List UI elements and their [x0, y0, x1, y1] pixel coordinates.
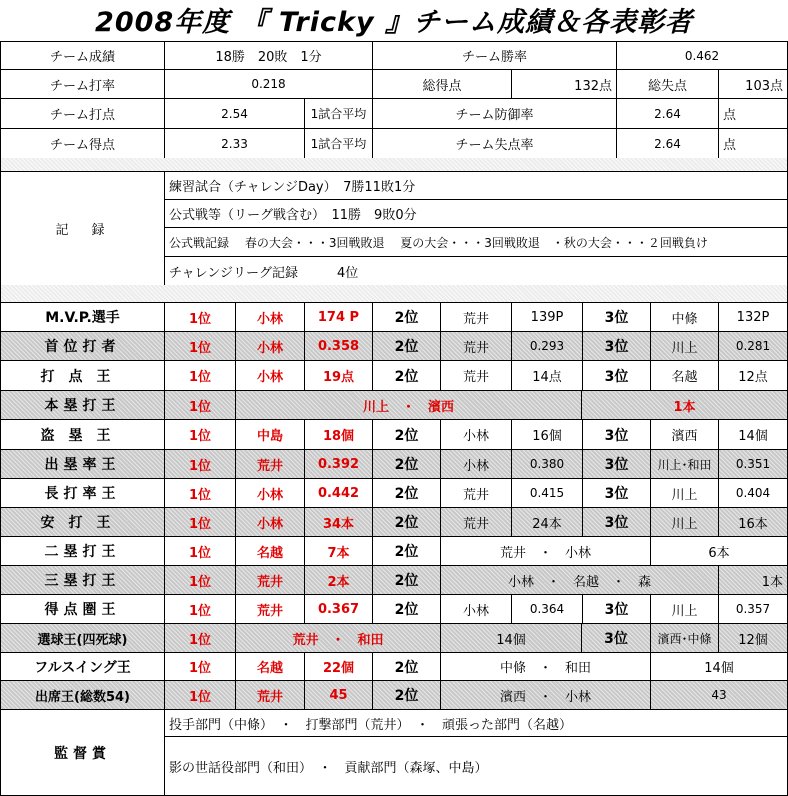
team-batting-avg-label: チーム打率 [0, 69, 165, 99]
second-value: 14点 [511, 360, 583, 391]
third-name: 川上･和田 [650, 449, 719, 479]
manager-award-label: 監督賞 [0, 709, 165, 796]
second-name: 荒井 [440, 331, 512, 361]
award-label-rbi: 打点王 [0, 360, 165, 391]
third-value: 0.404 [718, 478, 788, 508]
rank-2nd: 2位 [372, 507, 441, 537]
spacer [0, 158, 788, 172]
third-value: 0.281 [718, 331, 788, 361]
third-name: 濱西･中條 [650, 623, 719, 653]
team-total-allowed-label: 総失点 [616, 69, 719, 99]
rank-1st: 1位 [164, 360, 236, 391]
award-label-mvp: M.V.P.選手 [0, 302, 165, 332]
team-record-value: 18勝 20敗 1分 [164, 41, 373, 70]
rank-1st: 1位 [164, 623, 236, 653]
rank-1st: 1位 [164, 652, 236, 681]
second-value: 43 [650, 680, 788, 710]
winner-value: 0.367 [304, 594, 373, 624]
third-name: 川上 [650, 478, 719, 508]
third-value: 16本 [718, 507, 788, 537]
team-rbi-note: 1試合平均 [304, 98, 373, 129]
rank-1st: 1位 [164, 302, 236, 332]
second-value: 0.415 [511, 478, 583, 508]
winner-name: 荒井 [235, 565, 305, 595]
winner-name: 中島 [235, 419, 305, 450]
winner-name: 小林 [235, 302, 305, 332]
rank-2nd: 2位 [372, 680, 441, 710]
rank-3rd: 3位 [582, 331, 651, 361]
third-value: 0.357 [718, 594, 788, 624]
rank-3rd: 3位 [582, 478, 651, 508]
team-rbi-value: 2.54 [164, 98, 305, 129]
winner-names: 荒井 ・ 和田 [235, 623, 441, 653]
rank-2nd: 2位 [372, 360, 441, 391]
records-line: 公式戦記録 春の大会・・・3回戦敗退 夏の大会・・・3回戦敗退 ・秋の大会・・・２回戦負け [164, 227, 788, 257]
third-value: 0.351 [718, 449, 788, 479]
winner-name: 名越 [235, 536, 305, 566]
third-name: 川上 [650, 507, 719, 537]
third-name: 濱西 [650, 419, 719, 450]
winner-value: 45 [304, 680, 373, 710]
rank-2nd: 2位 [372, 594, 441, 624]
rank-2nd: 2位 [372, 302, 441, 332]
winner-value: 0.358 [304, 331, 373, 361]
third-value: 12個 [718, 623, 788, 653]
rank-1st: 1位 [164, 478, 236, 508]
records-line: 公式戦等（リーグ戦含む） 11勝 9敗0分 [164, 199, 788, 228]
team-era-label: チーム防御率 [372, 98, 617, 129]
rank-2nd: 2位 [372, 565, 441, 595]
second-value: 139P [511, 302, 583, 332]
rank-1st: 1位 [164, 565, 236, 595]
second-name: 荒井 [440, 302, 512, 332]
second-name: 荒井 [440, 507, 512, 537]
second-names: 中條 ・ 和田 [440, 652, 651, 681]
records-line: チャレンジリーグ記録 4位 [164, 256, 788, 286]
team-record-label: チーム成績 [0, 41, 165, 70]
page-title: 2008年度 『 Tricky 』チーム成績＆各表彰者 [95, 6, 693, 38]
rank-2nd: 2位 [372, 331, 441, 361]
third-name: 川上 [650, 594, 719, 624]
second-name: 荒井 [440, 478, 512, 508]
second-value: 0.293 [511, 331, 583, 361]
winner-name: 荒井 [235, 594, 305, 624]
winner-value: 22個 [304, 652, 373, 681]
winner-value: 1本 [581, 390, 788, 420]
award-label-batting: 首位打者 [0, 331, 165, 361]
winner-name: 小林 [235, 478, 305, 508]
third-value: 12点 [718, 360, 788, 391]
award-label-scoring: 得点圏王 [0, 594, 165, 624]
rank-1st: 1位 [164, 449, 236, 479]
second-names: 小林 ・ 名越 ・ 森 [440, 565, 719, 595]
rank-1st: 1位 [164, 594, 236, 624]
third-value: 132P [718, 302, 788, 332]
winner-value: 2本 [304, 565, 373, 595]
winner-name: 名越 [235, 652, 305, 681]
second-value: 14個 [650, 652, 788, 681]
second-value: 6本 [650, 536, 788, 566]
rank-2nd: 2位 [372, 536, 441, 566]
team-win-rate-value: 0.462 [616, 41, 788, 70]
team-runs-label: チーム得点 [0, 128, 165, 159]
rank-1st: 1位 [164, 419, 236, 450]
winner-value: 34本 [304, 507, 373, 537]
second-name: 小林 [440, 419, 512, 450]
winner-value: 14個 [440, 623, 582, 653]
award-label-slg: 長打率王 [0, 478, 165, 508]
award-label-obp: 出塁率王 [0, 449, 165, 479]
second-name: 小林 [440, 594, 512, 624]
team-batting-avg-value: 0.218 [164, 69, 373, 99]
award-label-swing: フルスイング王 [0, 652, 165, 681]
team-runs-note: 1試合平均 [304, 128, 373, 159]
second-value: 1本 [718, 565, 788, 595]
winner-value: 7本 [304, 536, 373, 566]
award-label-doubles: 二塁打王 [0, 536, 165, 566]
rank-1st: 1位 [164, 536, 236, 566]
winner-name: 荒井 [235, 680, 305, 710]
rank-3rd: 3位 [582, 360, 651, 391]
rank-3rd: 3位 [582, 419, 651, 450]
second-value: 0.364 [511, 594, 583, 624]
rank-3rd: 3位 [582, 449, 651, 479]
rank-1st: 1位 [164, 390, 236, 420]
third-name: 中條 [650, 302, 719, 332]
rank-2nd: 2位 [372, 449, 441, 479]
team-era-unit: 点 [718, 98, 788, 129]
second-name: 小林 [440, 449, 512, 479]
team-rbi-label: チーム打点 [0, 98, 165, 129]
second-name: 荒井 [440, 360, 512, 391]
winner-name: 荒井 [235, 449, 305, 479]
team-win-rate-label: チーム勝率 [372, 41, 617, 70]
winner-value: 0.442 [304, 478, 373, 508]
third-name: 川上 [650, 331, 719, 361]
second-value: 24本 [511, 507, 583, 537]
team-allowed-unit: 点 [718, 128, 788, 159]
rank-2nd: 2位 [372, 419, 441, 450]
second-value: 16個 [511, 419, 583, 450]
spacer [0, 285, 788, 303]
winner-value: 0.392 [304, 449, 373, 479]
rank-3rd: 3位 [581, 623, 651, 653]
rank-3rd: 3位 [582, 302, 651, 332]
third-value: 14個 [718, 419, 788, 450]
second-value: 0.380 [511, 449, 583, 479]
manager-award-line: 影の世話役部門（和田） ・ 貢献部門（森塚、中島） [164, 736, 788, 796]
records-line: 練習試合（チャレンジDay） 7勝11敗1分 [164, 171, 788, 200]
winner-name: 小林 [235, 331, 305, 361]
winner-name: 小林 [235, 360, 305, 391]
rank-1st: 1位 [164, 507, 236, 537]
team-total-allowed-value: 103点 [718, 69, 788, 99]
winner-name: 小林 [235, 507, 305, 537]
team-total-runs-label: 総得点 [372, 69, 512, 99]
third-name: 名越 [650, 360, 719, 391]
second-names: 濱西 ・ 小林 [440, 680, 651, 710]
second-names: 荒井 ・ 小林 [440, 536, 651, 566]
winner-value: 19点 [304, 360, 373, 391]
team-era-value: 2.64 [616, 98, 719, 129]
award-label-hr: 本塁打王 [0, 390, 165, 420]
award-label-triples: 三塁打王 [0, 565, 165, 595]
winner-value: 18個 [304, 419, 373, 450]
award-label-walks: 選球王(四死球) [0, 623, 165, 653]
winner-value: 174 P [304, 302, 373, 332]
manager-award-line: 投手部門（中條） ・ 打撃部門（荒井） ・ 頑張った部門（名越） [164, 709, 788, 737]
rank-2nd: 2位 [372, 652, 441, 681]
award-label-hits: 安打王 [0, 507, 165, 537]
rank-3rd: 3位 [582, 594, 651, 624]
winner-names: 川上 ・ 濱西 [235, 390, 582, 420]
rank-2nd: 2位 [372, 478, 441, 508]
award-label-steal: 盗塁王 [0, 419, 165, 450]
rank-1st: 1位 [164, 680, 236, 710]
rank-3rd: 3位 [582, 507, 651, 537]
records-label: 記 録 [0, 171, 165, 286]
rank-1st: 1位 [164, 331, 236, 361]
award-label-attendance: 出席王(総数54) [0, 680, 165, 710]
team-total-runs-value: 132点 [511, 69, 617, 99]
team-runs-value: 2.33 [164, 128, 305, 159]
team-allowed-label: チーム失点率 [372, 128, 617, 159]
team-allowed-value: 2.64 [616, 128, 719, 159]
